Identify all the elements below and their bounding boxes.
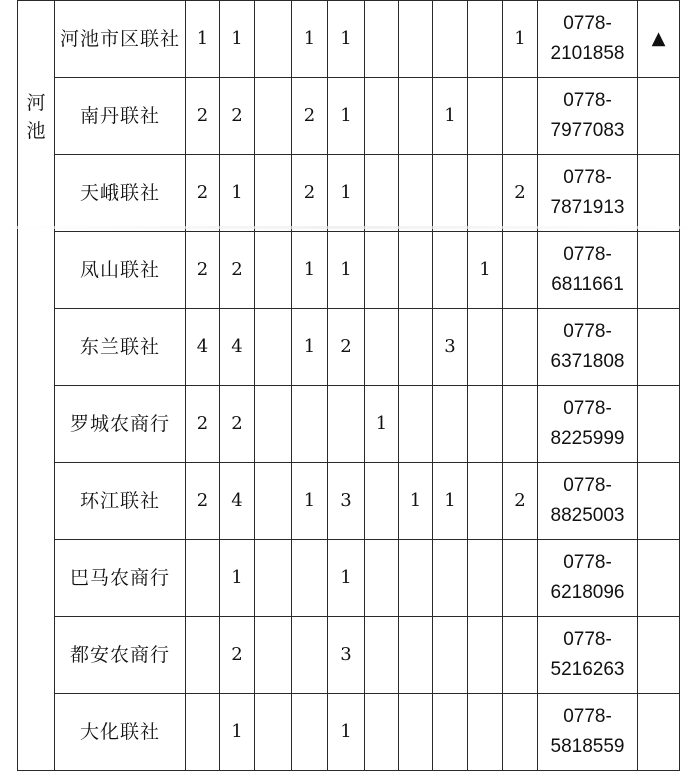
phone-area-code: 0778- (563, 475, 612, 496)
count-cell: 1 (433, 78, 468, 155)
count-cell (503, 617, 538, 694)
table-body (18, 1, 680, 771)
phone-area-code: 0778- (563, 398, 612, 419)
count-cell (468, 155, 503, 232)
count-cell: 4 (186, 309, 220, 386)
count-cell (433, 232, 468, 309)
count-cell (255, 309, 292, 386)
phone-number: 8225999 (550, 428, 625, 449)
count-cell (365, 232, 399, 309)
count-cell: 2 (186, 78, 220, 155)
phone-area-code: 0778- (563, 629, 612, 650)
count-cell (503, 694, 538, 771)
phone-number: 5216263 (550, 659, 625, 680)
count-cell: 1 (292, 463, 328, 540)
count-cell (468, 694, 503, 771)
count-cell (399, 78, 433, 155)
count-cell: 1 (328, 78, 365, 155)
branch-name-cell: 天峨联社 (55, 155, 186, 232)
branch-name-cell: 罗城农商行 (55, 386, 186, 463)
count-cell (433, 155, 468, 232)
count-cell: 1 (186, 1, 220, 78)
count-cell: 1 (220, 540, 255, 617)
branch-name-cell: 河池市区联社 (55, 1, 186, 78)
count-cell (255, 155, 292, 232)
count-cell: 3 (328, 463, 365, 540)
table-row (18, 78, 680, 155)
phone-number: 8825003 (550, 505, 625, 526)
count-cell (468, 1, 503, 78)
marker-cell (638, 309, 680, 386)
table-row (18, 694, 680, 771)
count-cell: 3 (433, 309, 468, 386)
branch-name-cell: 大化联社 (55, 694, 186, 771)
count-cell: 2 (292, 78, 328, 155)
phone-cell (538, 540, 638, 617)
count-cell: 2 (220, 386, 255, 463)
count-cell (433, 617, 468, 694)
phone-cell (538, 78, 638, 155)
count-cell: 2 (503, 463, 538, 540)
marker-cell: ▲ (638, 1, 680, 78)
region-label: 河池 (26, 92, 46, 142)
marker-cell (638, 386, 680, 463)
count-cell: 1 (433, 463, 468, 540)
branch-staffing-table (17, 0, 680, 771)
count-cell (399, 386, 433, 463)
count-cell (255, 617, 292, 694)
phone-cell (538, 1, 638, 78)
table-row (18, 540, 680, 617)
count-cell (468, 463, 503, 540)
phone-area-code: 0778- (563, 244, 612, 265)
count-cell: 1 (328, 1, 365, 78)
count-cell (365, 540, 399, 617)
count-cell (468, 78, 503, 155)
count-cell (255, 232, 292, 309)
count-cell (292, 540, 328, 617)
count-cell (503, 540, 538, 617)
count-cell: 4 (220, 309, 255, 386)
count-cell: 1 (220, 1, 255, 78)
count-cell: 2 (186, 463, 220, 540)
count-cell (255, 540, 292, 617)
count-cell: 2 (220, 617, 255, 694)
table-row (18, 309, 680, 386)
branch-name-cell: 都安农商行 (55, 617, 186, 694)
count-cell (365, 694, 399, 771)
branch-name-cell: 凤山联社 (55, 232, 186, 309)
marker-cell (638, 232, 680, 309)
count-cell: 4 (220, 463, 255, 540)
table-row (18, 617, 680, 694)
phone-number: 7871913 (550, 197, 625, 218)
phone-number: 5818559 (550, 736, 625, 757)
count-cell: 1 (399, 463, 433, 540)
phone-number: 6371808 (550, 351, 625, 372)
table-row (18, 1, 680, 78)
count-cell (255, 1, 292, 78)
count-cell: 2 (220, 78, 255, 155)
count-cell: 2 (292, 155, 328, 232)
phone-cell (538, 694, 638, 771)
marker-cell (638, 617, 680, 694)
count-cell (186, 617, 220, 694)
count-cell (468, 540, 503, 617)
marker-cell (638, 463, 680, 540)
count-cell (365, 309, 399, 386)
phone-cell (538, 463, 638, 540)
count-cell (399, 1, 433, 78)
phone-cell (538, 155, 638, 232)
marker-cell (638, 540, 680, 617)
count-cell (503, 386, 538, 463)
count-cell (292, 617, 328, 694)
branch-name-cell: 南丹联社 (55, 78, 186, 155)
count-cell (292, 694, 328, 771)
count-cell (186, 540, 220, 617)
phone-number: 2101858 (550, 43, 625, 64)
count-cell (433, 1, 468, 78)
phone-number: 6218096 (550, 582, 625, 603)
table-row (18, 386, 680, 463)
count-cell: 2 (186, 386, 220, 463)
count-cell (399, 694, 433, 771)
phone-cell (538, 386, 638, 463)
count-cell: 1 (328, 155, 365, 232)
count-cell (503, 309, 538, 386)
count-cell (399, 617, 433, 694)
count-cell (365, 1, 399, 78)
count-cell: 1 (220, 155, 255, 232)
count-cell (433, 694, 468, 771)
count-cell (255, 463, 292, 540)
count-cell: 1 (503, 1, 538, 78)
phone-cell (538, 232, 638, 309)
count-cell (433, 540, 468, 617)
count-cell: 2 (186, 155, 220, 232)
phone-cell (538, 309, 638, 386)
count-cell (186, 694, 220, 771)
table-row (18, 155, 680, 232)
count-cell: 2 (186, 232, 220, 309)
count-cell: 2 (503, 155, 538, 232)
count-cell: 3 (328, 617, 365, 694)
branch-name-cell: 环江联社 (55, 463, 186, 540)
count-cell (503, 232, 538, 309)
count-cell: 1 (328, 540, 365, 617)
region-cell (18, 1, 55, 771)
count-cell: 2 (220, 232, 255, 309)
phone-area-code: 0778- (563, 552, 612, 573)
count-cell (468, 386, 503, 463)
count-cell: 2 (328, 309, 365, 386)
count-cell (255, 78, 292, 155)
count-cell (399, 540, 433, 617)
count-cell (399, 155, 433, 232)
count-cell (292, 386, 328, 463)
count-cell: 1 (292, 309, 328, 386)
phone-cell (538, 617, 638, 694)
count-cell: 1 (365, 386, 399, 463)
phone-number: 7977083 (550, 120, 625, 141)
table-row (18, 463, 680, 540)
count-cell (399, 309, 433, 386)
count-cell (468, 309, 503, 386)
phone-number: 6811661 (551, 274, 624, 295)
count-cell: 1 (220, 694, 255, 771)
count-cell: 1 (292, 232, 328, 309)
count-cell (365, 463, 399, 540)
phone-area-code: 0778- (563, 321, 612, 342)
phone-area-code: 0778- (563, 706, 612, 727)
count-cell (503, 78, 538, 155)
count-cell: 1 (328, 232, 365, 309)
marker-cell (638, 155, 680, 232)
count-cell (365, 78, 399, 155)
count-cell: 1 (328, 694, 365, 771)
phone-area-code: 0778- (563, 167, 612, 188)
count-cell (399, 232, 433, 309)
branch-name-cell: 巴马农商行 (55, 540, 186, 617)
marker-cell (638, 694, 680, 771)
count-cell (365, 617, 399, 694)
count-cell (255, 694, 292, 771)
count-cell: 1 (468, 232, 503, 309)
count-cell (328, 386, 365, 463)
count-cell (433, 386, 468, 463)
phone-area-code: 0778- (563, 90, 612, 111)
count-cell (468, 617, 503, 694)
phone-area-code: 0778- (563, 13, 612, 34)
branch-name-cell: 东兰联社 (55, 309, 186, 386)
marker-cell (638, 78, 680, 155)
table-row (18, 232, 680, 309)
count-cell (255, 386, 292, 463)
count-cell: 1 (292, 1, 328, 78)
count-cell (365, 155, 399, 232)
